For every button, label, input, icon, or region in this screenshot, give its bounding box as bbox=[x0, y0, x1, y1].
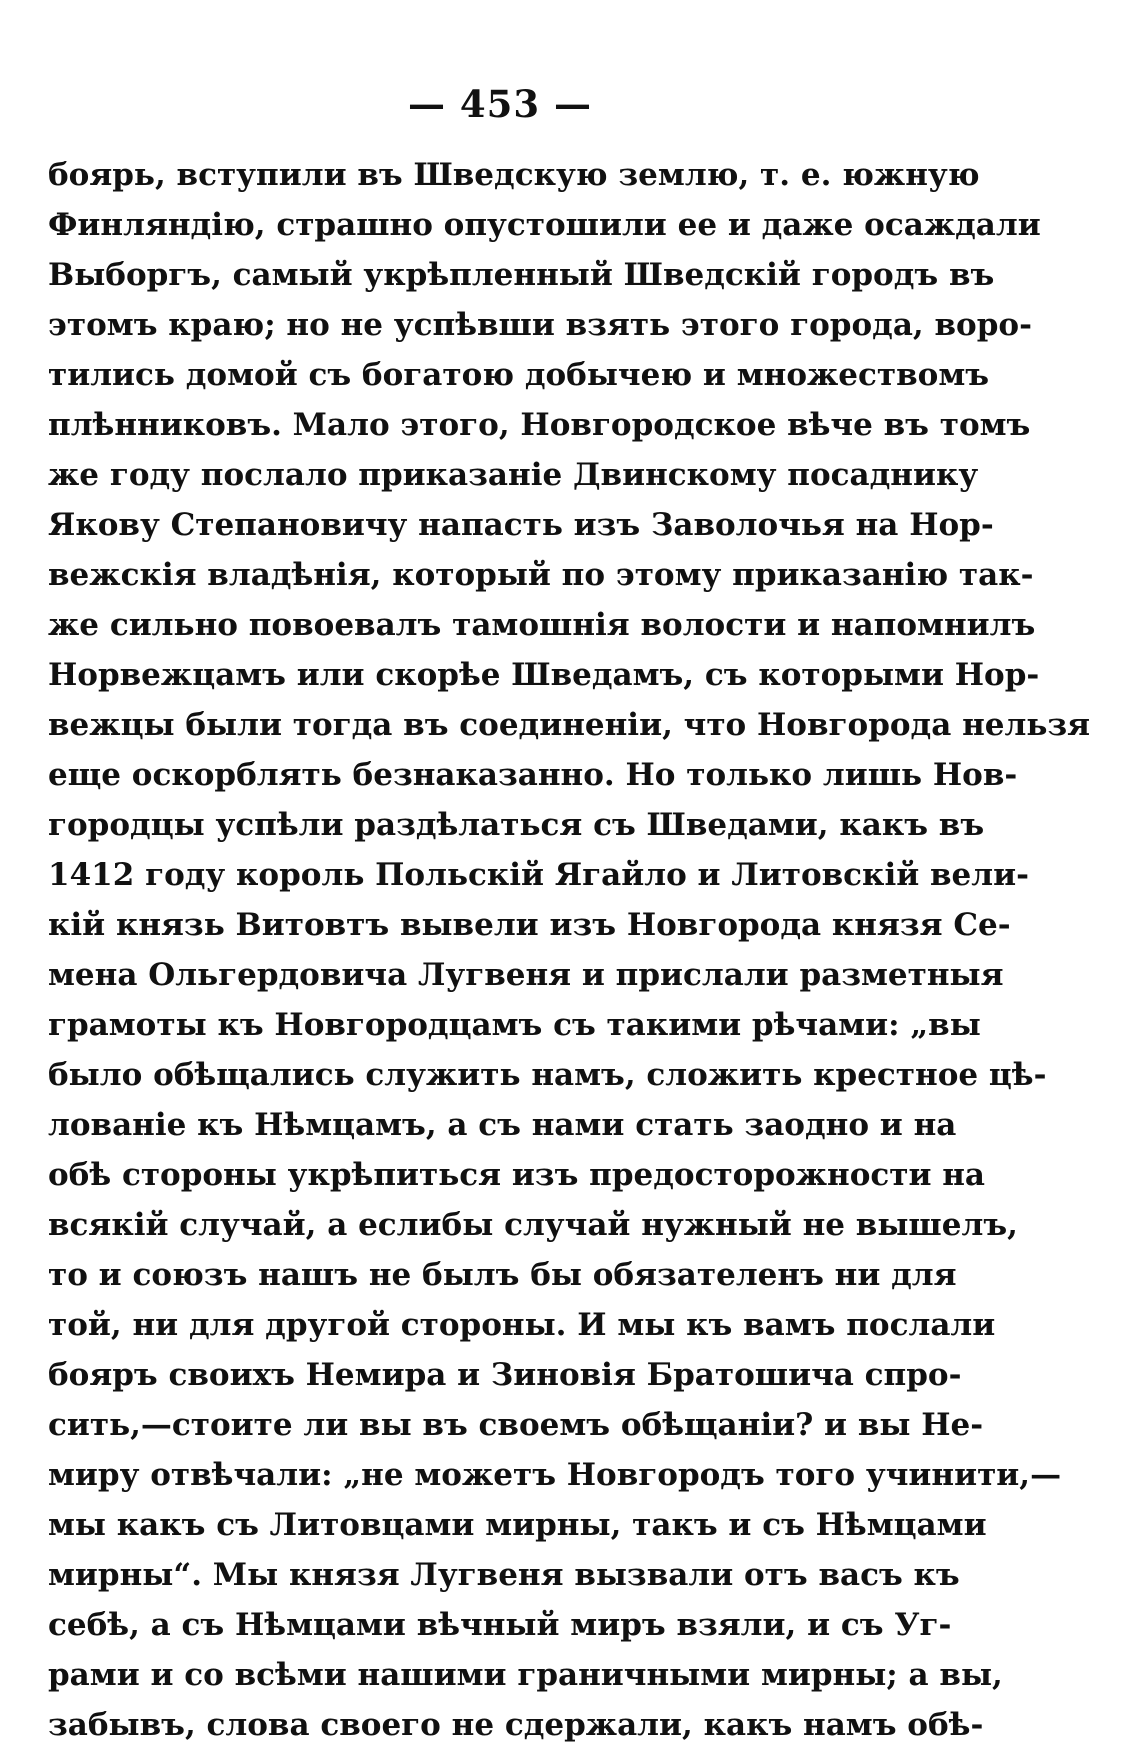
text-line: грамоты къ Новгородцамъ съ такими рѣчами: „вы bbox=[48, 1007, 981, 1043]
text-line: мирны“. Мы князя Лугвеня вызвали отъ васъ къ bbox=[48, 1557, 960, 1593]
body-text bbox=[48, 150, 1091, 1750]
text-line: рами и со всѣми нашими граничными мирны; а вы, bbox=[48, 1657, 1003, 1693]
text-line: лованіе къ Нѣмцамъ, а съ нами стать заодно и на bbox=[48, 1107, 957, 1143]
text-line: городцы успѣли раздѣлаться съ Шведами, какъ въ bbox=[48, 807, 985, 843]
text-line: Норвежцамъ или скорѣе Шведамъ, съ которыми Нор- bbox=[48, 657, 1040, 693]
text-line: то и союзъ нашъ не былъ бы обязателенъ ни для bbox=[48, 1257, 957, 1293]
page-number: — 453 — bbox=[408, 82, 592, 126]
text-line: Финляндію, страшно опустошили ее и даже осаждали bbox=[48, 207, 1041, 243]
text-line: плѣнниковъ. Мало этого, Новгородское вѣче въ томъ bbox=[48, 407, 1031, 443]
text-line: сить,—стоите ли вы въ своемъ обѣщаніи? и вы Не- bbox=[48, 1407, 984, 1443]
text-line: бояръ своихъ Немира и Зиновія Братошича спро- bbox=[48, 1357, 962, 1393]
text-line: миру отвѣчали: „не можетъ Новгородъ того учинити,— bbox=[48, 1457, 1062, 1493]
text-line: Выборгъ, самый укрѣпленный Шведскій городъ въ bbox=[48, 257, 995, 293]
text-line: себѣ, а съ Нѣмцами вѣчный миръ взяли, и съ Уг- bbox=[48, 1607, 952, 1643]
text-line: этомъ краю; но не успѣвши взять этого города, воро- bbox=[48, 307, 1032, 343]
text-line: кій князь Витовтъ вывели изъ Новгорода князя Се- bbox=[48, 907, 1011, 943]
text-line: 1412 году король Польскій Ягайло и Литовскій вели- bbox=[48, 857, 1029, 893]
text-line: обѣ стороны укрѣпиться изъ предосторожности на bbox=[48, 1157, 986, 1193]
text-line: мена Ольгердовича Лугвеня и прислали разметныя bbox=[48, 957, 1004, 993]
text-line: боярь, вступили въ Шведскую землю, т. е. южную bbox=[48, 157, 980, 193]
text-line: же году послало приказаніе Двинскому посаднику bbox=[48, 457, 979, 493]
text-line: еще оскорблять безнаказанно. Но только лишь Нов- bbox=[48, 757, 1018, 793]
text-line: той, ни для другой стороны. И мы къ вамъ послали bbox=[48, 1307, 996, 1343]
text-line: тились домой съ богатою добычею и множествомъ bbox=[48, 357, 990, 393]
text-line: было обѣщались служить намъ, сложить крестное цѣ- bbox=[48, 1057, 1047, 1093]
text-line: же сильно повоевалъ тамошнія волости и напомнилъ bbox=[48, 607, 1036, 643]
text-line: Якову Степановичу напасть изъ Заволочья на Нор- bbox=[48, 507, 994, 543]
text-line: забывъ, слова своего не сдержали, какъ намъ обѣ- bbox=[48, 1707, 984, 1743]
text-line: всякій случай, а еслибы случай нужный не вышелъ, bbox=[48, 1207, 1018, 1243]
text-line: вежскія владѣнія, который по этому приказанію так- bbox=[48, 557, 1034, 593]
text-line: мы какъ съ Литовцами мирны, такъ и съ Нѣмцами bbox=[48, 1507, 987, 1543]
text-line: вежцы были тогда въ соединеніи, что Новгорода нельзя bbox=[48, 707, 1091, 743]
